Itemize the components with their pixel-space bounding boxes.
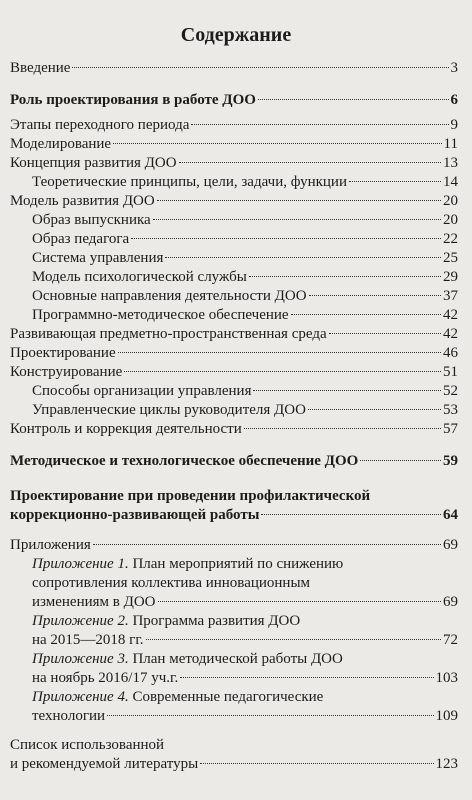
toc-entry-teacher[interactable] (32, 231, 458, 248)
leader-dots (113, 143, 441, 144)
toc-entry-lit-line1: Список использованной (10, 737, 165, 753)
toc-page-number: 46 (443, 345, 458, 361)
leader-dots (360, 460, 441, 461)
toc-entry-env[interactable] (10, 326, 458, 343)
leader-dots (153, 219, 441, 220)
toc-label: Этапы переходного периода (10, 117, 190, 133)
toc-label: Система управления (32, 250, 164, 266)
toc-label: Управленческие циклы руководителя ДОО (32, 402, 306, 418)
toc-entry-mgmt[interactable] (32, 250, 458, 267)
toc-page-number: 52 (443, 383, 458, 399)
toc-label: Проектирование (10, 345, 116, 361)
leader-dots (309, 295, 441, 296)
toc-page-number: 123 (435, 756, 458, 772)
leader-dots (157, 200, 441, 201)
page-title: Содержание (180, 24, 292, 46)
appendix-title: План мероприятий по снижению (128, 556, 344, 572)
leader-dots (131, 238, 441, 239)
toc-page-number: 69 (443, 594, 458, 610)
toc-page-number: 14 (443, 174, 458, 190)
toc-label: технологии (32, 708, 106, 724)
toc-page-number: 20 (443, 212, 458, 228)
leader-dots (124, 371, 441, 372)
toc-entry-app2[interactable] (32, 632, 458, 649)
toc-entry-directions[interactable] (32, 288, 458, 305)
leader-dots (349, 181, 441, 182)
toc-entry-model[interactable] (10, 193, 458, 210)
toc-entry-construct[interactable] (10, 364, 458, 381)
toc-entry-cycles[interactable] (32, 402, 458, 419)
appendix-prefix: Приложение 1. (32, 556, 129, 572)
toc-entry-graduate[interactable] (32, 212, 458, 229)
toc-page-number: 103 (435, 670, 458, 686)
leader-dots (93, 544, 441, 545)
appendix-prefix: Приложение 2. (32, 613, 129, 629)
leader-dots (191, 124, 448, 125)
toc-page-number: 59 (443, 453, 458, 469)
toc-label: Концепция развития ДОО (10, 155, 177, 171)
toc-entry-app3[interactable] (32, 670, 458, 687)
toc-page-number: 13 (443, 155, 458, 171)
toc-label: на ноябрь 2016/17 уч.г. (32, 670, 179, 686)
toc-page-number: 20 (443, 193, 458, 209)
leader-dots (253, 390, 441, 391)
leader-dots (107, 715, 433, 716)
toc-page-number: 42 (443, 326, 458, 342)
toc-page-number: 42 (443, 307, 458, 323)
toc-label: Методическое и технологическое обеспечение ДОО (10, 453, 359, 469)
toc-label: Основные направления деятельности ДОО (32, 288, 307, 304)
leader-dots (165, 257, 441, 258)
leader-dots (291, 314, 441, 315)
toc-entry-lit[interactable] (10, 756, 458, 773)
toc-label: Модель развития ДОО (10, 193, 155, 209)
appendix-title: Современные педагогические (128, 689, 324, 705)
toc-page-number: 6 (450, 92, 458, 108)
toc-label: Программно-методическое обеспечение (32, 307, 289, 323)
leader-dots (200, 763, 433, 764)
leader-dots (179, 162, 441, 163)
toc-label: Приложения (10, 537, 91, 553)
toc-label: Образ педагога (32, 231, 130, 247)
toc-label: Моделирование (10, 136, 112, 152)
toc-page-number: 29 (443, 269, 458, 285)
toc-label: Введение (10, 60, 71, 76)
toc-entry-intro[interactable] (10, 60, 458, 77)
toc-entry-app4-line1 (32, 689, 458, 706)
toc-entry-app1-line1 (32, 556, 458, 573)
toc-entry-app4[interactable] (32, 708, 458, 725)
toc-entry-ways[interactable] (32, 383, 458, 400)
leader-dots (158, 601, 441, 602)
toc-entry-app3-line1 (32, 651, 458, 668)
toc-page-number: 11 (443, 136, 458, 152)
leader-dots (329, 333, 441, 334)
toc-entry-appendices[interactable] (10, 537, 458, 554)
toc-entry-app1[interactable] (32, 594, 458, 611)
toc-entry-prevent-line1: Проектирование при проведении профилактической (10, 488, 371, 504)
appendix-title: Программа развития ДОО (128, 613, 301, 629)
toc-entry-app1-line2: сопротивления коллектива инновационным (32, 575, 311, 591)
toc-page-number: 64 (443, 507, 458, 523)
toc-page-number: 69 (443, 537, 458, 553)
toc-page-number: 53 (443, 402, 458, 418)
toc-page-number: 22 (443, 231, 458, 247)
leader-dots (118, 352, 441, 353)
toc-label: на 2015—2018 гг. (32, 632, 144, 648)
toc-page-number: 109 (435, 708, 458, 724)
toc-label: Развивающая предметно-пространственная среда (10, 326, 327, 342)
appendix-title: План методической работы ДОО (128, 651, 343, 667)
toc-label: Модель психологической службы (32, 269, 247, 285)
toc-entry-concept[interactable] (10, 155, 458, 172)
toc-entry-design[interactable] (10, 345, 458, 362)
leader-dots (249, 276, 441, 277)
toc-entry-app2-line1 (32, 613, 458, 630)
leader-dots (180, 677, 433, 678)
toc-label: Образ выпускника (32, 212, 151, 228)
toc-entry-method[interactable] (10, 453, 458, 470)
toc-entry-prevent[interactable] (10, 507, 458, 524)
leader-dots (261, 514, 441, 515)
toc-page-number: 9 (450, 117, 458, 133)
toc-entry-theory[interactable] (32, 174, 458, 191)
toc-label: Роль проектирования в работе ДОО (10, 92, 256, 108)
toc-label: Контроль и коррекция деятельности (10, 421, 242, 437)
toc-page-number: 51 (443, 364, 458, 380)
toc-entry-control[interactable] (10, 421, 458, 438)
toc-label: изменениям в ДОО (32, 594, 156, 610)
toc-label: Теоретические принципы, цели, задачи, функции (32, 174, 347, 190)
toc-page-number: 3 (450, 60, 458, 76)
toc-entry-role[interactable] (10, 92, 458, 109)
appendix-prefix: Приложение 3. (32, 651, 129, 667)
toc-page-number: 57 (443, 421, 458, 437)
toc-entry-psych[interactable] (32, 269, 458, 286)
leader-dots (72, 67, 448, 68)
toc-entry-stages[interactable] (10, 117, 458, 134)
appendix-prefix: Приложение 4. (32, 689, 129, 705)
leader-dots (146, 639, 441, 640)
toc-entry-program[interactable] (32, 307, 458, 324)
toc-label: Способы организации управления (32, 383, 252, 399)
toc-entry-modeling[interactable] (10, 136, 458, 153)
toc-label: и рекомендуемой литературы (10, 756, 199, 772)
toc-page-number: 25 (443, 250, 458, 266)
leader-dots (244, 428, 441, 429)
leader-dots (308, 409, 441, 410)
leader-dots (258, 99, 449, 100)
toc-page-number: 37 (443, 288, 458, 304)
toc-label: Конструирование (10, 364, 123, 380)
toc-page-number: 72 (443, 632, 458, 648)
toc-label: коррекционно-развивающей работы (10, 507, 260, 523)
